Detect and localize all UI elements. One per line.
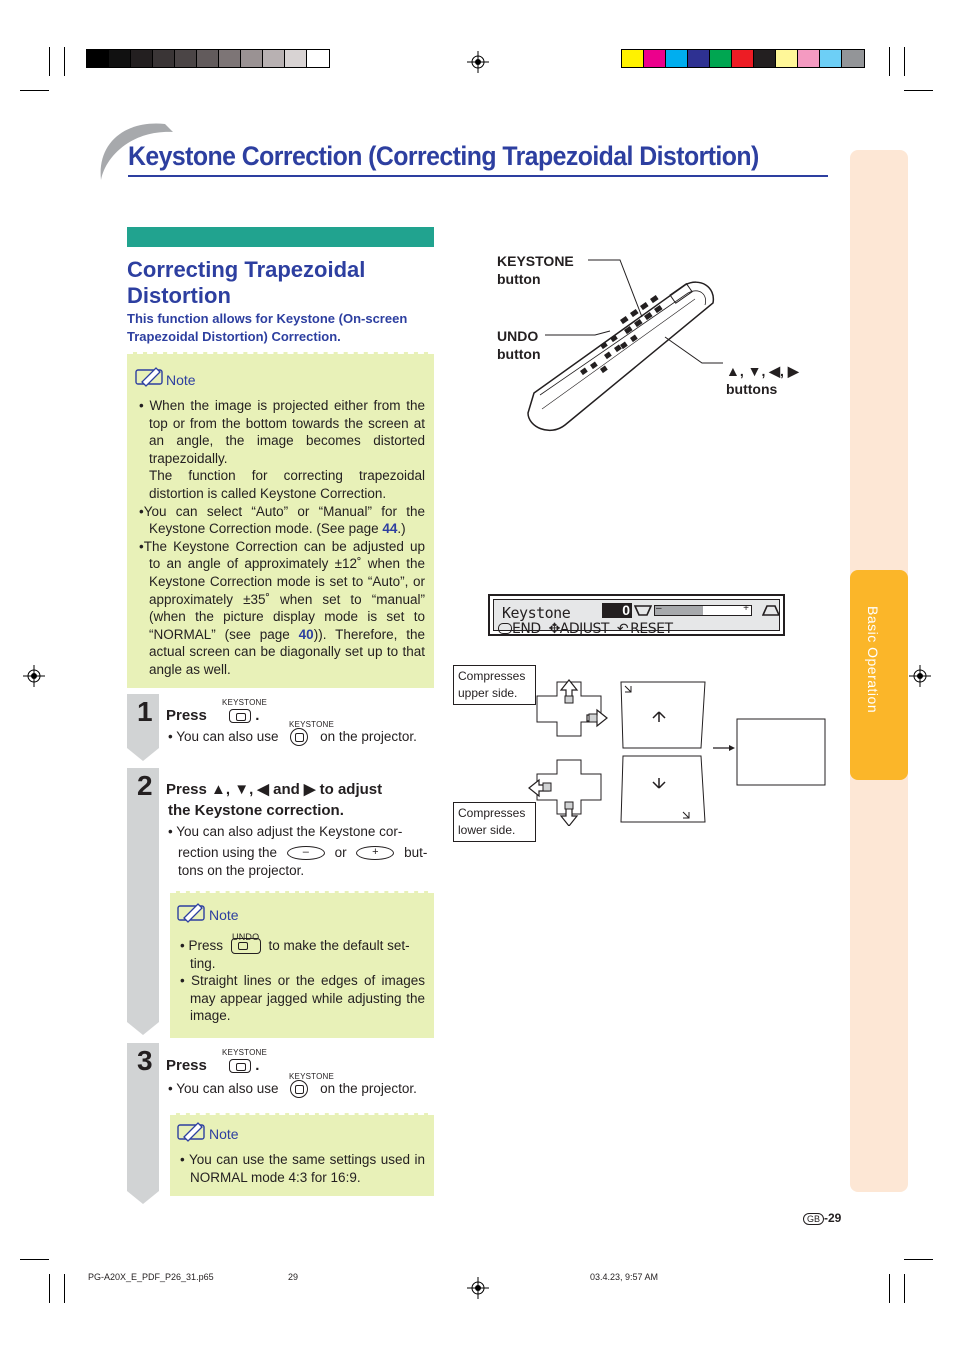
- registration-mark-icon: [909, 665, 931, 687]
- tab-label: Basic Operation: [865, 606, 881, 714]
- note-body: • Press to make the default set- ting. • Straight lines or the edges of images may appear jagged while adjusting the image.: [180, 938, 425, 1024]
- label-line: buttons: [726, 381, 778, 397]
- note-pencil-icon: [176, 1121, 208, 1143]
- step-note-text: but-: [404, 845, 428, 860]
- crop-mark: [904, 1274, 905, 1303]
- keystone-button-label: [497, 252, 574, 288]
- page-title: Keystone Correction (Correcting Trapezoidal Distortion): [128, 141, 759, 171]
- crop-mark: [49, 1274, 50, 1303]
- label-line: UNDO: [497, 328, 539, 344]
- osd-controls: [498, 621, 673, 637]
- minus-button-icon: –: [287, 846, 325, 860]
- note-bullet: When the image is projected either from the top or from the bottom towards the screen at an angle, the image becomes distorted trapezoidally.: [149, 398, 425, 466]
- step-note: • You can also use on the projector.: [168, 1080, 433, 1098]
- plus-button-icon: +: [356, 846, 394, 860]
- note-text: You can use the same settings used in NORMAL mode 4:3 for 16:9.: [189, 1152, 425, 1185]
- step-instruction-line: the Keystone correction.: [168, 802, 344, 819]
- osd-panel: [493, 599, 780, 637]
- note-pencil-icon: [134, 366, 166, 388]
- caption-compress-lower: [453, 802, 536, 842]
- projector-keystone-icon: [290, 728, 308, 746]
- step-note-text: You can also adjust the Keystone cor-: [176, 824, 403, 839]
- note-body: • You can use the same settings used in NORMAL mode 4:3 for 16:9.: [180, 1152, 425, 1185]
- undo-button-icon: [231, 938, 261, 954]
- crop-mark: [889, 47, 890, 76]
- slider-fill: [655, 606, 703, 615]
- crop-mark: [904, 90, 933, 91]
- caption-line: Compresses: [458, 806, 526, 820]
- undo-key-label: UNDO: [232, 932, 260, 942]
- step-note-text: rection using the: [178, 845, 278, 860]
- caption-line: lower side.: [458, 823, 516, 837]
- label-line: button: [497, 346, 541, 362]
- note-heading: Note: [209, 1126, 239, 1142]
- label-line: ▲, ▼, ◀, ▶: [726, 363, 799, 379]
- region-mark: GB: [803, 1213, 824, 1225]
- projector-key-label: KEYSTONE: [289, 1072, 335, 1081]
- step-number: 3: [137, 1045, 153, 1076]
- note-heading: Note: [166, 372, 196, 388]
- step-note-text: You can also use: [176, 1081, 279, 1096]
- keystone-adjust-diagram: [525, 676, 830, 826]
- step-note: • You can also use on the projector.: [168, 728, 433, 746]
- grayscale-bar: [86, 49, 330, 68]
- note-heading: Note: [209, 907, 239, 923]
- arrow-buttons-label: [726, 362, 799, 398]
- label-line: button: [497, 271, 541, 287]
- osd-reset-label: RESET: [630, 621, 673, 637]
- step-note-text: You can also use: [176, 729, 279, 744]
- press-label: Press: [166, 1057, 207, 1074]
- crop-mark: [20, 90, 49, 91]
- crop-mark: [889, 1274, 890, 1303]
- registration-mark-icon: [467, 1277, 489, 1299]
- note-body: • When the image is projected either from the top or from the bottom towards the screen at an angle, the image becomes distorted trapezoidally. The function for correcting trapezoidal distortion is called Keystone Correction. •You can select “Auto” or “Manual” for the Keystone Correction mode. (See page 44.) •The Keystone Correction can be adjusted up to an angle of approximately ±12˚ when the Keystone Correction mode is set to “Auto”, or approximately ±35˚ when set to “manual” (when the picture display mode is set to “NORMAL” (see page 40)). Therefore, the actual screen can be diagonally set up to that angle as well.: [139, 398, 425, 677]
- footer-timestamp: 03.4.23, 9:57 AM: [590, 1272, 659, 1282]
- step-note: • You can also adjust the Keystone cor- rection using the – or + but- tons on the projector.: [168, 823, 430, 880]
- section-bar: [127, 227, 434, 247]
- registration-mark-icon: [467, 51, 489, 73]
- crop-mark: [20, 1259, 49, 1260]
- note-text: ting.: [190, 955, 216, 971]
- keystone-slider[interactable]: [654, 605, 752, 616]
- footer-filename: PG-A20X_E_PDF_P26_31.p65: [88, 1272, 214, 1282]
- step-note-text: or: [334, 845, 347, 860]
- step-instruction-line: Press ▲, ▼, ◀ and ▶ to adjust: [166, 781, 383, 798]
- page-number: [803, 1211, 841, 1225]
- adjust-arrows-icon: ✥: [548, 621, 560, 637]
- slider-min-label: –: [656, 603, 662, 614]
- step-note-text: tons on the projector.: [178, 863, 305, 878]
- undo-button-label: [497, 327, 541, 363]
- step-number: 2: [137, 770, 153, 801]
- page-number-text: -29: [824, 1211, 842, 1225]
- osd-value: 0: [602, 603, 632, 618]
- undo-icon: ↶: [616, 621, 629, 637]
- label-line: KEYSTONE: [497, 253, 574, 269]
- crop-mark: [904, 47, 905, 76]
- crop-mark: [904, 1259, 933, 1260]
- page-link-44[interactable]: 44: [382, 521, 398, 537]
- crop-mark: [64, 47, 65, 76]
- projector-key-label: KEYSTONE: [289, 720, 335, 729]
- crop-mark: [64, 1274, 65, 1303]
- step-note-text: on the projector.: [320, 729, 417, 744]
- note-text: Press: [188, 938, 223, 953]
- projector-keystone-icon: [290, 1080, 308, 1098]
- note-text: )). Therefore, the actual screen can be diagonally set up to that angle as well.: [149, 626, 425, 677]
- page-link-40[interactable]: 40: [298, 626, 314, 642]
- end-icon: [498, 623, 512, 634]
- osd-title: Keystone: [502, 604, 571, 622]
- trapezoid-down-icon: [634, 604, 652, 617]
- section-intro: This function allows for Keystone (On-screen Trapezoidal Distortion) Correction.: [127, 311, 408, 344]
- keystone-button-icon: [229, 1059, 251, 1073]
- osd-adjust-label: ADJUST: [559, 621, 609, 637]
- crop-mark: [49, 47, 50, 76]
- callout-lines: [540, 255, 780, 375]
- step-number: 1: [137, 696, 153, 727]
- color-bar: [621, 49, 865, 68]
- caption-line: upper side.: [458, 686, 518, 700]
- note-bullet-cont: The function for correcting trapezoidal distortion is called Keystone Correction.: [149, 468, 425, 501]
- keystone-key-label: KEYSTONE: [222, 1048, 268, 1057]
- footer-page: 29: [288, 1272, 299, 1282]
- osd-end-label: END: [512, 621, 541, 637]
- note-bullet: The Keystone Correction can be adjusted up to an angle of approximately ±12˚ when the Keystone Correction mode is set to “Auto”, or approximately ±35˚ when set to “manual” (when the picture display mode is set to “NORMAL” (see page: [143, 538, 425, 642]
- press-label: Press: [166, 707, 207, 724]
- keystone-osd: [488, 594, 785, 636]
- keystone-button-icon: [229, 709, 251, 723]
- step-instruction: Press .: [166, 1057, 260, 1074]
- caption-line: Compresses: [458, 669, 526, 683]
- slider-max-label: +: [743, 603, 749, 614]
- note-text: Straight lines or the edges of images may appear jagged while adjusting the image.: [190, 973, 425, 1024]
- note-pencil-icon: [176, 902, 208, 924]
- step-note-text: on the projector.: [320, 1081, 417, 1096]
- step-instruction: Press .: [166, 707, 260, 724]
- step-chevron: [127, 768, 160, 1036]
- section-heading: Correcting Trapezoidal Distortion: [127, 257, 366, 308]
- keystone-key-label: KEYSTONE: [222, 698, 268, 707]
- registration-mark-icon: [23, 665, 45, 687]
- note-text: to make the default set-: [268, 938, 410, 953]
- title-underline: [128, 175, 828, 177]
- caption-compress-upper: [453, 665, 536, 705]
- trapezoid-up-icon: [762, 604, 780, 617]
- note-text: .): [397, 521, 406, 537]
- note-bullet: You can select “Auto” or “Manual” for the Keystone Correction mode. (See page: [143, 503, 425, 537]
- step-instruction: [166, 779, 434, 821]
